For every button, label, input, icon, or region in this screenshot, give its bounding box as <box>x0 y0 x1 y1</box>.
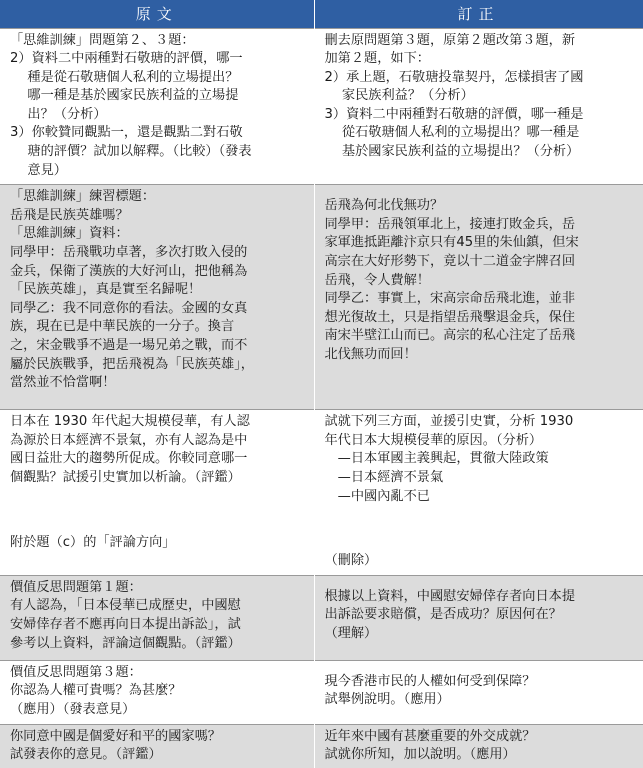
original-cell <box>0 410 314 576</box>
cell-text-line: 3）你較贊同觀點一，還是觀點二對石敬 <box>10 125 243 141</box>
cell-text-line: 試就你所知，加以說明。（應用） <box>324 747 516 763</box>
table-row <box>0 724 643 768</box>
revised-cell <box>314 724 643 768</box>
cell-text-line: 個觀點？試援引史實加以析論。（評鑑） <box>10 470 241 486</box>
cell-text-line: —日本經濟不景氣 <box>324 470 444 486</box>
cell-text-line: 3）資料二中兩種對石敬瑭的評價，哪一種是 <box>324 106 584 122</box>
cell-text-line: 2）承上題，石敬瑭投靠契丹，怎樣損害了國 <box>324 69 584 85</box>
cell-text-line: 「民族英雄」，真是實至名歸呢！ <box>10 282 202 298</box>
cell-text-line <box>325 664 635 673</box>
cell-text-line: （應用）（發表意見） <box>10 702 136 717</box>
table-row <box>0 410 643 576</box>
header-original: 原文 <box>0 0 314 28</box>
spacer <box>10 488 306 534</box>
original-cell <box>0 185 314 410</box>
cell-text-line: —中國內亂不已 <box>324 488 430 504</box>
cell-text-line: 同學甲：岳飛戰功卓著，多次打敗入侵的 <box>10 245 248 261</box>
cell-text-line: 屬於民族戰爭，把岳飛視為「民族英雄」， <box>10 356 254 372</box>
cell-text-line: 家民族利益？（分析） <box>324 88 474 104</box>
table-row <box>0 660 643 724</box>
cell-text-line: 試舉例說明。（應用） <box>324 692 450 708</box>
cell-text-line: 岳飛為何北伐無功？ <box>324 198 444 214</box>
cell-text-line: 價值反思問題第１題： <box>10 579 142 595</box>
cell-text-line: 加第２題，如下： <box>324 51 430 67</box>
cell-text-line: 同學乙：事實上，宋高宗命岳飛北進，並非 <box>324 291 576 307</box>
cell-text-line: 參考以上資料，評論這個觀點。（評鑑） <box>10 635 241 651</box>
cell-text-line: 「思維訓練」問題第２、３題： <box>10 32 195 48</box>
cell-text-line: 現今香港市民的人權如何受到保障？ <box>324 673 536 689</box>
revised-cell <box>314 185 643 410</box>
revised-cell <box>314 575 643 660</box>
cell-text-line: 瑭的評價？試加以解釋。（比較）（發表 <box>10 144 252 160</box>
cell-text-line: 意見） <box>10 162 67 178</box>
cell-text-line: 日本在 1930 年代起大規模侵華，有人認 <box>10 414 250 430</box>
cell-text-line: 北伐無功而回！ <box>324 347 417 362</box>
cell-text-line: 哪一種是基於國家民族利益的立場提 <box>10 88 239 104</box>
spacer <box>325 506 635 552</box>
cell-text-line: 族，現在已是中華民族的一分子。換言 <box>10 319 235 335</box>
cell-text-line: 「思維訓練」練習標題： <box>10 189 156 205</box>
revised-cell <box>314 410 643 576</box>
cell-text-line: 想光復故土，只是指望岳飛擊退金兵，保住 <box>324 309 576 325</box>
cell-text-line: 試就下列三方面，並援引史實，分析 1930 <box>324 414 574 430</box>
table-row <box>0 575 643 660</box>
cell-text-line: 試發表你的意見。（評鑑） <box>10 747 162 763</box>
cell-text-line: 為源於日本經濟不景氣，亦有人認為是中 <box>10 432 248 448</box>
original-cell <box>0 575 314 660</box>
cell-text-line: 出訴訟要求賠償，是否成功？原因何在？ <box>324 607 562 623</box>
cell-text-line: 同學甲：岳飛領軍北上，接連打敗金兵，岳 <box>324 216 576 232</box>
cell-text-line: （理解） <box>324 626 378 641</box>
cell-text-line: 高宗在大好形勢下，竟以十二道金字牌召回 <box>324 254 576 270</box>
original-cell <box>0 724 314 768</box>
cell-footnote: （刪除） <box>324 553 378 569</box>
header-revised: 訂正 <box>314 0 643 28</box>
cell-footnote: 附於題（c）的「評論方向」 <box>10 534 176 550</box>
cell-text-line: 安婦倖存者不應再向日本提出訴訟」，試 <box>10 617 241 632</box>
cell-text-line: 「思維訓練」資料： <box>10 226 129 242</box>
cell-text-line: 南宋半壁江山而已。高宗的私心注定了岳飛 <box>324 328 576 344</box>
cell-text-line <box>325 188 635 197</box>
cell-text-line: 岳飛，令人費解！ <box>324 272 430 288</box>
cell-text-line: 從石敬瑭個人私利的立場提出？哪一種是 <box>324 125 580 141</box>
original-cell <box>0 28 314 185</box>
cell-text-line: 根據以上資料，中國慰安婦倖存者向日本提 <box>324 588 576 604</box>
cell-text-line: 近年來中國有甚麼重要的外交成就？ <box>324 728 536 744</box>
cell-text-line <box>325 579 635 588</box>
cell-text-line: 種是從石敬瑭個人私利的立場提出？ <box>10 69 239 85</box>
cell-text-line: —日本軍國主義興起，貫徹大陸政策 <box>324 451 549 467</box>
cell-text-line: 刪去原問題第３題，原第２題改第３題，新 <box>324 32 576 48</box>
original-cell <box>0 660 314 724</box>
cell-text-line: 你認為人權可貴嗎？為甚麼？ <box>10 683 182 699</box>
cell-text-line: 家軍進抵距離汴京只有45里的朱仙鎮，但宋 <box>324 235 579 251</box>
table-row <box>0 28 643 185</box>
cell-text-line: 有人認為，「日本侵華已成歷史，中國慰 <box>10 598 241 614</box>
cell-text-line: 金兵，保衛了漢族的大好河山，把他稱為 <box>10 263 248 279</box>
cell-text-line: 之，宋金戰爭不過是一場兄弟之戰，而不 <box>10 338 248 353</box>
cell-text-line: 年代日本大規模侵華的原因。（分析） <box>324 432 543 448</box>
cell-text-line: 2）資料二中兩種對石敬瑭的評價，哪一 <box>10 51 243 67</box>
revised-cell <box>314 28 643 185</box>
cell-text-line: 出？（分析） <box>10 106 107 122</box>
cell-text-line: 岳飛是民族英雄嗎？ <box>10 207 129 223</box>
cell-text-line: 價值反思問題第３題： <box>10 664 142 680</box>
cell-text-line: 當然並不恰當啊！ <box>10 375 116 391</box>
revised-cell <box>314 660 643 724</box>
cell-text-line: 國日益壯大的趨勢所促成。你較同意哪一 <box>10 451 248 467</box>
cell-text-line: 同學乙：我不同意你的看法。金國的女真 <box>10 300 248 316</box>
cell-text-line: 基於國家民族利益的立場提出？（分析） <box>324 144 580 160</box>
cell-text-line: 你同意中國是個愛好和平的國家嗎？ <box>10 728 221 744</box>
table-row <box>0 185 643 410</box>
header-row <box>0 0 643 28</box>
